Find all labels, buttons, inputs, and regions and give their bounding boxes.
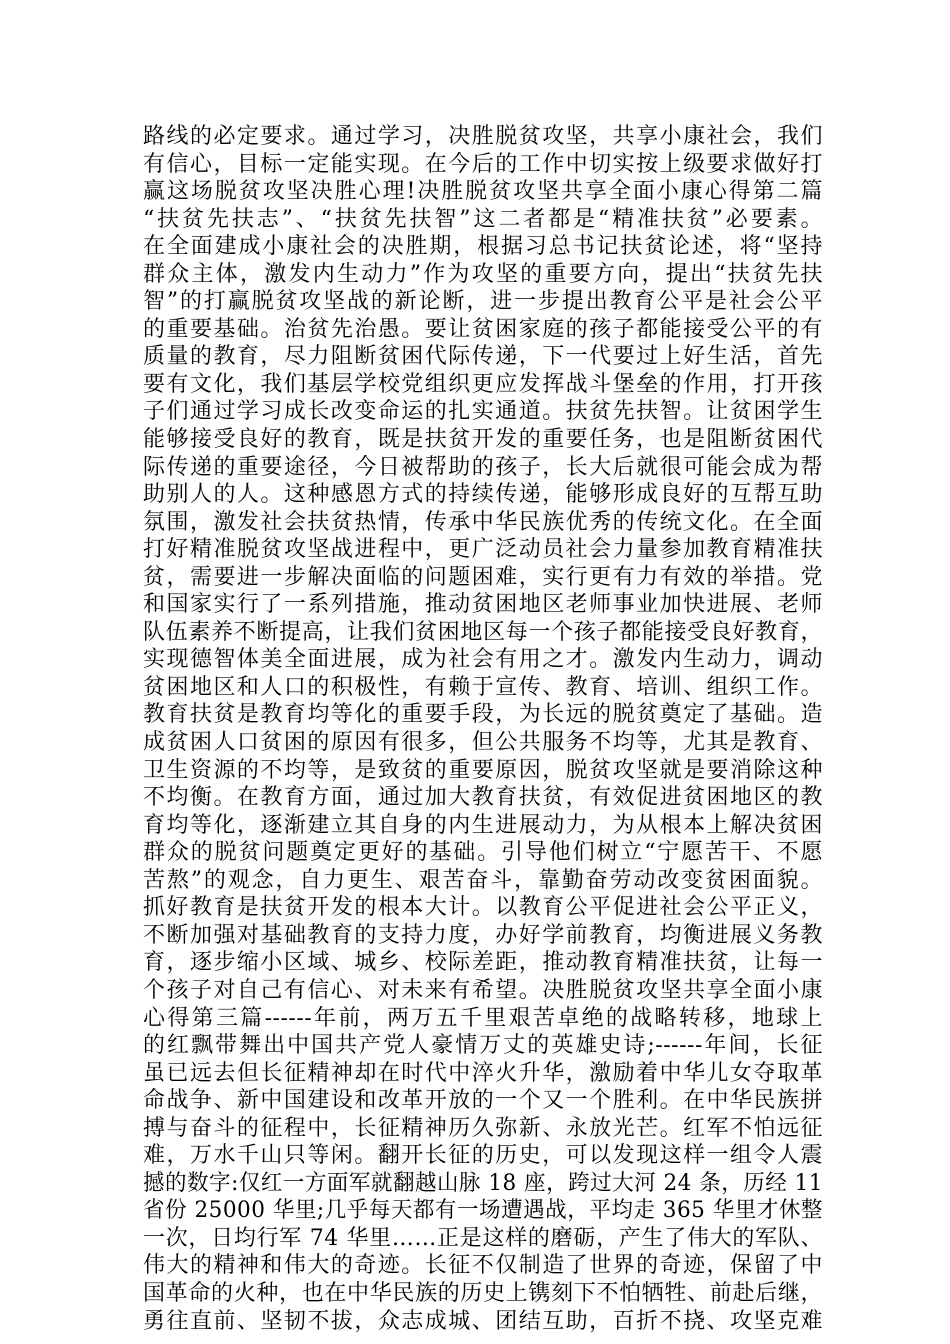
text-line: 国革命的火种，也在中华民族的历史上镌刻下不怕牺牲、前赴后继， <box>143 1280 823 1306</box>
text-line: 心得第三篇------年前，两万五千里艰苦卓绝的战略转移，地球上 <box>143 1005 823 1031</box>
text-line: 赢这场脱贫攻坚决胜心理!决胜脱贫攻坚共享全面小康心得第二篇 <box>143 179 823 205</box>
text-line: 有信心，目标一定能实现。在今后的工作中切实按上级要求做好打 <box>143 151 823 177</box>
text-line: 不断加强对基础教育的支持力度，办好学前教育，均衡进展义务教 <box>143 922 823 948</box>
text-line: 路线的必定要求。通过学习，决胜脱贫攻坚，共享小康社会，我们 <box>143 124 823 149</box>
text-line: 育，逐步缩小区域、城乡、校际差距，推动教育精准扶贫，让每一 <box>143 950 823 976</box>
document-body-text <box>143 123 823 1335</box>
text-line: 和国家实行了一系列措施，推动贫困地区老师事业加快进展、老师 <box>143 592 823 618</box>
text-line: 虽已远去但长征精神却在时代中淬火升华，激励着中华儿女夺取革 <box>143 1060 823 1086</box>
text-line: 个孩子对自己有信心、对未来有希望。决胜脱贫攻坚共享全面小康 <box>143 977 823 1003</box>
text-line: 的重要基础。治贫先治愚。要让贫困家庭的孩子都能接受公平的有 <box>143 316 823 342</box>
text-line: 育均等化，逐渐建立其自身的内生进展动力，为从根本上解决贫困 <box>143 812 823 838</box>
text-line: 教育扶贫是教育均等化的重要手段，为长远的脱贫奠定了基础。造 <box>143 702 823 728</box>
text-line: 省份 25000 华里;几乎每天都有一场遭遇战，平均走 365 华里才休整 <box>143 1198 823 1224</box>
text-line: 的红飘带舞出中国共产党人豪情万丈的英雄史诗;------年间，长征 <box>143 1033 823 1059</box>
text-line: 氛围，激发社会扶贫热情，传承中华民族优秀的传统文化。在全面 <box>143 509 823 535</box>
text-line: 助别人的人。这种感恩方式的持续传递，能够形成良好的互帮互助 <box>143 482 823 508</box>
text-line: 命战争、新中国建设和改革开放的一个又一个胜利。在中华民族拼 <box>143 1088 823 1114</box>
text-line: 不均衡。在教育方面，通过加大教育扶贫，有效促进贫困地区的教 <box>143 785 823 811</box>
text-line: 际传递的重要途径，今日被帮助的孩子，长大后就很可能会成为帮 <box>143 454 823 480</box>
text-line: 在全面建成小康社会的决胜期，根据习总书记扶贫论述，将“坚持 <box>143 234 823 260</box>
text-line: 一次，日均行军 74 华里……正是这样的磨砺，产生了伟大的军队、 <box>143 1225 823 1251</box>
text-line: 贫，需要进一步解决面临的问题困难，实行更有力有效的举措。党 <box>143 564 823 590</box>
text-line: 队伍素养不断提高，让我们贫困地区每一个孩子都能接受良好教育， <box>143 619 823 645</box>
text-line: “扶贫先扶志”、“扶贫先扶智”这二者都是“精准扶贫”必要素。 <box>143 206 823 232</box>
text-line: 群众主体，激发内生动力”作为攻坚的重要方向，提出“扶贫先扶 <box>143 261 823 287</box>
text-line: 苦熬”的观念，自力更生、艰苦奋斗，靠勤奋劳动改变贫困面貌。 <box>143 867 823 893</box>
text-line: 撼的数字:仅红一方面军就翻越山脉 18 座，跨过大河 24 条，历经 11 <box>143 1170 823 1196</box>
text-line: 要有文化，我们基层学校党组织更应发挥战斗堡垒的作用，打开孩 <box>143 371 823 397</box>
text-line: 打好精准脱贫攻坚战进程中，更广泛动员社会力量参加教育精准扶 <box>143 537 823 563</box>
text-line: 勇往直前、坚韧不拔，众志成城、团结互助，百折不挠、攻坚克难 <box>143 1308 823 1334</box>
text-line: 抓好教育是扶贫开发的根本大计。以教育公平促进社会公平正义， <box>143 895 823 921</box>
text-line: 卫生资源的不均等，是致贫的重要原因，脱贫攻坚就是要消除这种 <box>143 757 823 783</box>
text-line: 搏与奋斗的征程中，长征精神历久弥新、永放光芒。红军不怕远征 <box>143 1115 823 1141</box>
text-line: 质量的教育，尽力阻断贫困代际传递，下一代要过上好生活，首先 <box>143 344 823 370</box>
text-line: 能够接受良好的教育，既是扶贫开发的重要任务，也是阻断贫困代 <box>143 427 823 453</box>
text-line: 群众的脱贫问题奠定更好的基础。引导他们树立“宁愿苦干、不愿 <box>143 840 823 866</box>
text-line: 智”的打赢脱贫攻坚战的新论断，进一步提出教育公平是社会公平 <box>143 289 823 315</box>
text-line: 伟大的精神和伟大的奇迹。长征不仅制造了世界的奇迹，保留了中 <box>143 1253 823 1279</box>
text-line: 贫困地区和人口的积极性，有赖于宣传、教育、培训、组织工作。 <box>143 674 823 700</box>
text-line: 难，万水千山只等闲。翻开长征的历史，可以发现这样一组令人震 <box>143 1143 823 1169</box>
text-line: 实现德智体美全面进展，成为社会有用之才。激发内生动力，调动 <box>143 647 823 673</box>
text-line: 子们通过学习成长改变命运的扎实通道。扶贫先扶智。让贫困学生 <box>143 399 823 425</box>
text-line: 成贫困人口贫困的原因有很多，但公共服务不均等，尤其是教育、 <box>143 730 823 756</box>
